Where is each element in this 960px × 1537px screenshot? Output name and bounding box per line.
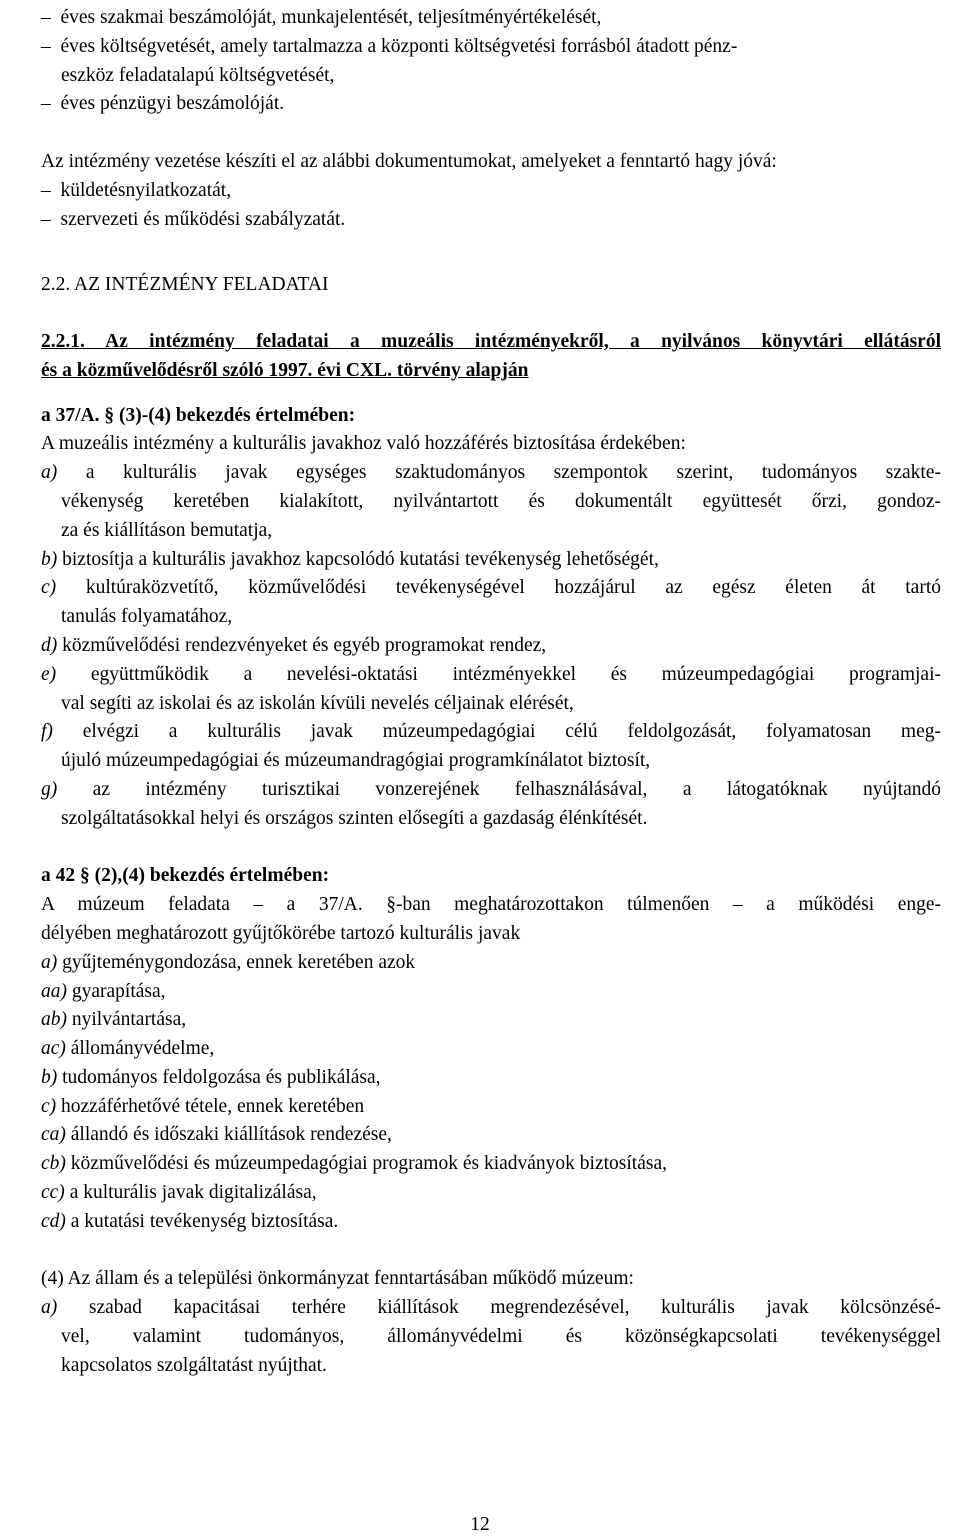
paragraph-title: a 37/A. § (3)-(4) bekezdés értelmében:: [41, 404, 356, 426]
paragraph-title: a 42 § (2),(4) bekezdés értelmében:: [41, 865, 330, 887]
list-item: ab) nyilvántartása,: [41, 1009, 187, 1031]
list-item: ac) állományvédelme,: [41, 1038, 215, 1060]
list-item: – küldetésnyilatkozatát,: [41, 177, 941, 206]
list-item-continuation: val segíti az iskolai és az iskolán kívüli nevelés céljainak elérését,: [61, 692, 574, 714]
list-item: – szervezeti és működési szabályzatát.: [41, 206, 941, 235]
subheading: és a közművelődésről szóló 1997. évi CXL. törvény alapján: [41, 359, 529, 381]
subheading: 2.2.1. Az intézmény feladatai a muzeális intézményekről, a nyilvános könyvtári ellátásról: [41, 330, 941, 352]
list-item-continuation: eszköz feladatalapú költségvetését,: [61, 64, 335, 86]
list-item: e) együttműködik a nevelési-oktatási intézményekkel és múzeumpedagógiai programjai-: [41, 663, 942, 685]
list-item: a) szabad kapacitásai terhére kiállítások megrendezésével, kulturális javak kölcsönzésé-: [41, 1297, 941, 1319]
list-item-continuation: tanulás folyamatához,: [61, 606, 233, 628]
paragraph-intro: (4) Az állam és a települési önkormányzat fenntartásában működő múzeum:: [41, 1268, 634, 1290]
paragraph-intro: délyében meghatározott gyűjtőkörébe tartozó kulturális javak: [41, 922, 521, 944]
list-item: a) gyűjteménygondozása, ennek keretében azok: [41, 951, 416, 973]
list-item-continuation: újuló múzeumpedagógiai és múzeumandragógiai programkínálatot biztosít,: [61, 750, 651, 772]
list-item-continuation: za és kiállításon bemutatja,: [61, 519, 273, 541]
list-item: – éves pénzügyi beszámolóját.: [41, 90, 941, 119]
list-item-continuation: vékenység keretében kialakított, nyilvántartott és dokumentált együttesét őrzi, gondoz-: [61, 490, 941, 512]
list-item: a) a kulturális javak egységes szaktudományos szempontok szerint, tudományos szakte-: [41, 462, 941, 484]
list-item: d) közművelődési rendezvényeket és egyéb programokat rendez,: [41, 634, 547, 656]
list-item: b) biztosítja a kulturális javakhoz kapcsolódó kutatási tevékenység lehetőségét,: [41, 548, 659, 570]
list-item: ca) állandó és időszaki kiállítások rendezése,: [41, 1124, 392, 1146]
list-item: cb) közművelődési és múzeumpedagógiai programok és kiadványok biztosítása,: [41, 1153, 667, 1175]
list-item: cd) a kutatási tevékenység biztosítása.: [41, 1210, 339, 1232]
list-item-continuation: vel, valamint tudományos, állományvédelmi és közönségkapcsolati tevékenységgel: [61, 1326, 941, 1348]
list-item: c) hozzáférhetővé tétele, ennek keretében: [41, 1095, 365, 1117]
paragraph-list: [41, 949, 941, 1237]
section-heading: 2.2. AZ INTÉZMÉNY FELADATAI: [41, 274, 329, 296]
document-page: [41, 4, 941, 1381]
list-item: – éves szakmai beszámolóját, munkajelentését, teljesítményértékelését,: [41, 4, 941, 33]
paragraph-intro: A muzeális intézmény a kulturális javakhoz való hozzáférés biztosítása érdekében:: [41, 433, 686, 455]
list-item: – éves költségvetését, amely tartalmazza a központi költségvetési forrásból átadott pénz-: [41, 33, 941, 62]
paragraph-intro: A múzeum feladata – a 37/A. §-ban meghatározottakon túlmenően – a működési enge-: [41, 894, 941, 916]
list-item-continuation: kapcsolatos szolgáltatást nyújthat.: [61, 1354, 327, 1376]
list-item: f) elvégzi a kulturális javak múzeumpedagógiai célú feldolgozását, folyamatosan meg-: [41, 721, 942, 743]
list-item: c) kultúraközvetítő, közművelődési tevékenységével hozzájárul az egész életen át tartó: [41, 577, 942, 599]
list-item: b) tudományos feldolgozása és publikálása,: [41, 1066, 381, 1088]
management-intro: Az intézmény vezetése készíti el az alábbi dokumentumokat, amelyeket a fenntartó hagy jóvá:: [41, 150, 777, 172]
list-item: aa) gyarapítása,: [41, 980, 166, 1002]
list-item: g) az intézmény turisztikai vonzerejének felhasználásával, a látogatóknak nyújtandó: [41, 778, 942, 800]
list-item-continuation: szolgáltatásokkal helyi és országos szinten elősegíti a gazdaság élénkítését.: [61, 807, 648, 829]
list-item: cc) a kulturális javak digitalizálása,: [41, 1182, 317, 1204]
page-number: 12: [470, 1514, 490, 1535]
